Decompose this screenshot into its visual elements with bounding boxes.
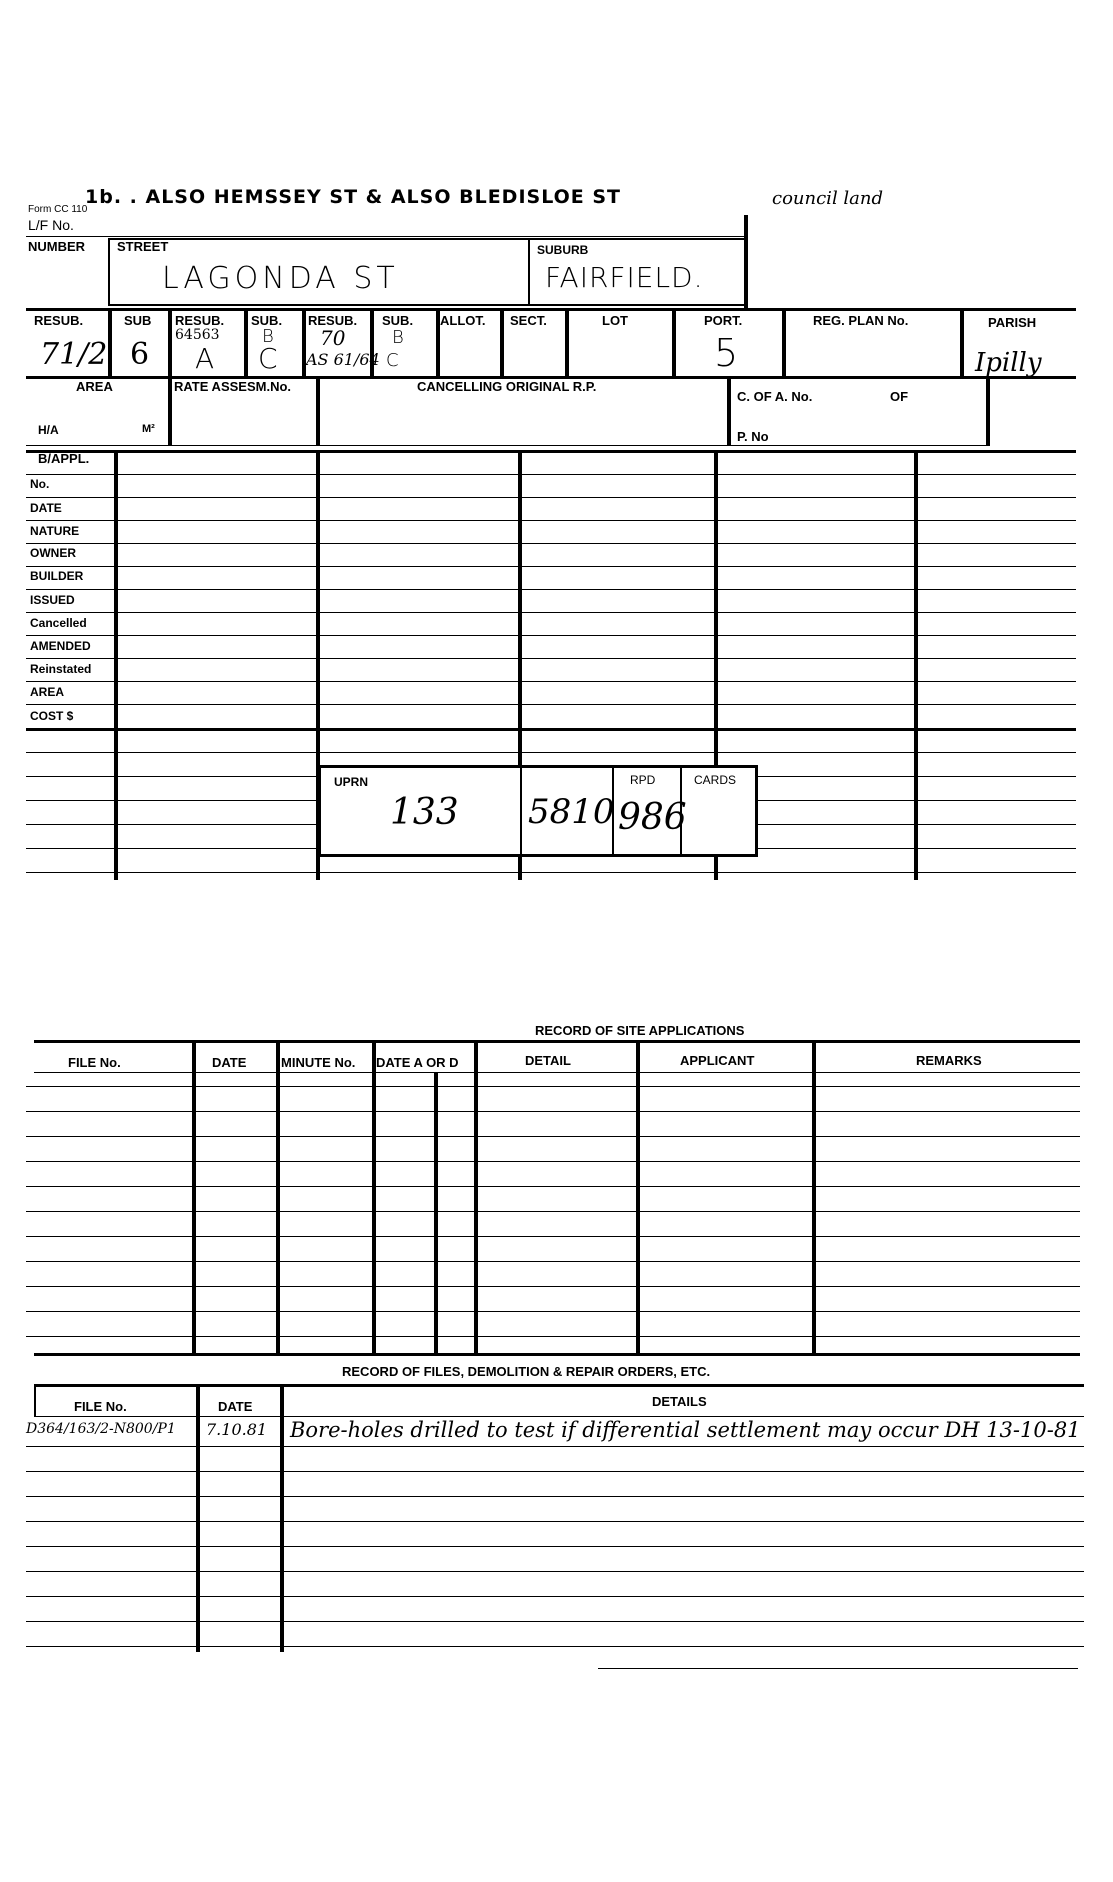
site-applications-title: RECORD OF SITE APPLICATIONS [535, 1023, 745, 1038]
sub-value: 6 [130, 337, 150, 372]
bappl-builder-label: BUILDER [30, 569, 84, 583]
site-row-rule [26, 1236, 1080, 1237]
site-col-div-6 [636, 1040, 640, 1353]
files-row-rule [26, 1521, 1084, 1522]
bappl-row-rule [26, 543, 1076, 544]
extra-row-rule [26, 872, 1076, 873]
suburb-label: SUBURB [537, 243, 589, 257]
site-row-rule [26, 1136, 1080, 1137]
c-of-a-label: C. OF A. No. [737, 389, 813, 404]
site-row-rule [26, 1161, 1080, 1162]
bappl-row-rule [26, 497, 1076, 498]
sub2-value: C [258, 342, 278, 375]
row2-div-7 [500, 308, 504, 376]
site-apps-top-rule [34, 1040, 1080, 1043]
bappl-row-rule [26, 658, 1076, 659]
files-row-rule [26, 1471, 1084, 1472]
bappl-col-div-1 [114, 450, 118, 880]
site-col-file-no: FILE No. [68, 1055, 121, 1070]
sub2-label: SUB. [251, 313, 283, 328]
row2-div-3 [244, 308, 248, 376]
site-col-div-3 [372, 1040, 376, 1353]
files-top-rule [34, 1384, 1084, 1387]
bappl-col-div-5 [914, 450, 918, 880]
uprn-value-b: 5810 [528, 792, 615, 832]
resub2-label: RESUB. [175, 313, 225, 328]
suburb-value: FAIRFIELD. [545, 261, 704, 294]
resub2-value: A [195, 342, 215, 375]
bappl-row-rule [26, 704, 1076, 705]
port-label: PORT. [704, 313, 743, 328]
resub2-note: 64563 [175, 327, 220, 343]
bappl-cancelled-label: Cancelled [30, 616, 87, 630]
parish-value: Ipilly [975, 348, 1042, 378]
p-no-label: P. No [737, 429, 769, 444]
files-row-rule [26, 1496, 1084, 1497]
files-col-date: DATE [218, 1399, 253, 1414]
site-apps-bottom-rule [34, 1353, 1080, 1356]
site-row-rule [26, 1086, 1080, 1087]
site-col-applicant: APPLICANT [680, 1053, 755, 1068]
row2-top-rule [26, 308, 1076, 311]
site-col-remarks: REMARKS [916, 1053, 982, 1068]
bappl-owner-label: OWNER [30, 546, 76, 560]
corner-handwritten-note: council land [772, 188, 884, 209]
row3-div-1 [168, 376, 172, 446]
form-number: Form CC 110 [28, 204, 88, 215]
top-rule [26, 236, 746, 237]
resub3-label: RESUB. [308, 313, 358, 328]
row3-div-3 [727, 376, 731, 446]
rpd-value: 986 [618, 797, 687, 838]
bappl-bottom-rule [26, 728, 1076, 731]
site-col-detail: DETAIL [525, 1053, 571, 1068]
files-col-left-border [34, 1384, 36, 1416]
site-row-rule [26, 1211, 1080, 1212]
bappl-amended-label: AMENDED [30, 639, 91, 653]
bappl-row-rule [26, 612, 1076, 613]
allot-label: ALLOT. [440, 313, 486, 328]
row2-div-11 [960, 308, 964, 376]
files-col-details: DETAILS [652, 1394, 707, 1409]
row3-div-2 [316, 376, 320, 446]
files-header-rule [34, 1416, 1084, 1417]
extra-row-rule [26, 752, 1076, 753]
bappl-row-rule [26, 589, 1076, 590]
sub3-label: SUB. [382, 313, 414, 328]
row2-div-1 [108, 308, 112, 376]
site-col-date-a-or-d: DATE A OR D [376, 1055, 459, 1070]
uprn-div-1 [520, 768, 522, 856]
site-col-date: DATE [212, 1055, 247, 1070]
lf-number-label: L/F No. [28, 217, 74, 233]
files-col-div-1 [196, 1384, 200, 1652]
site-col-div-7 [812, 1040, 816, 1353]
bappl-row-rule [26, 566, 1076, 567]
row2-div-8 [565, 308, 569, 376]
resub3-value: 70 [320, 326, 346, 350]
bappl-header-rule [26, 474, 1076, 475]
files-row-rule [26, 1596, 1084, 1597]
sub3-value: B [392, 327, 404, 348]
sub-label: SUB [124, 313, 152, 328]
port-value: 5 [714, 331, 739, 375]
of-label: OF [890, 389, 909, 404]
bappl-no-label: No. [30, 477, 50, 491]
site-row-rule [26, 1336, 1080, 1337]
files-row-details: Bore-holes drilled to test if differential settlement may occur DH 13-10-81 [290, 1418, 1081, 1442]
site-row-rule [26, 1186, 1080, 1187]
rate-assessment-label: RATE ASSESM.No. [174, 379, 292, 394]
number-label: NUMBER [28, 239, 86, 254]
files-row-rule [26, 1621, 1084, 1622]
sub3-note: C [386, 350, 399, 371]
files-row-rule [26, 1571, 1084, 1572]
files-row-date: 7.10.81 [206, 1420, 268, 1439]
resub-label: RESUB. [34, 313, 84, 328]
bappl-label: B/APPL. [38, 451, 90, 466]
bappl-area-label: AREA [30, 685, 65, 699]
page-bottom-rule [598, 1668, 1078, 1669]
files-row-rule [26, 1646, 1084, 1647]
lot-label: LOT [602, 313, 628, 328]
site-col-div-2 [276, 1040, 280, 1353]
uprn-value-a: 133 [390, 792, 459, 833]
bappl-issued-label: ISSUED [30, 593, 75, 607]
bappl-reinstated-label: Reinstated [30, 662, 92, 676]
sect-label: SECT. [510, 313, 547, 328]
area-label: AREA [76, 379, 113, 394]
site-col-div-1 [192, 1040, 196, 1353]
rpd-label: RPD [630, 773, 656, 787]
bappl-nature-label: NATURE [30, 524, 80, 538]
bappl-top-rule [26, 450, 1076, 453]
files-title: RECORD OF FILES, DEMOLITION & REPAIR ORDERS, ETC. [342, 1364, 711, 1379]
street-label: STREET [117, 239, 169, 254]
cancelling-original-rp-label: CANCELLING ORIGINAL R.P. [417, 379, 597, 394]
parish-label: PARISH [988, 315, 1037, 330]
bappl-cost-label: COST $ [30, 709, 74, 723]
sub2-note: B [262, 326, 274, 347]
files-row-rule [26, 1546, 1084, 1547]
site-col-minute-no: MINUTE No. [281, 1055, 356, 1070]
bappl-date-label: DATE [30, 501, 62, 515]
top-handwritten-note: 1b. . ALSO HEMSSEY ST & ALSO BLEDISLOE ST [85, 186, 622, 208]
reg-plan-label: REG. PLAN No. [813, 313, 909, 328]
bappl-row-rule [26, 681, 1076, 682]
resub3-note: AS 61/64 [306, 350, 380, 369]
site-row-rule [26, 1261, 1080, 1262]
bappl-row-rule [26, 635, 1076, 636]
site-col-div-4 [434, 1072, 438, 1353]
row2-div-2 [168, 308, 172, 376]
site-row-rule [26, 1286, 1080, 1287]
cards-label: CARDS [694, 773, 737, 787]
site-apps-header-rule [34, 1072, 1080, 1073]
site-row-rule [26, 1311, 1080, 1312]
row3-div-4 [986, 376, 990, 446]
bappl-row-rule [26, 520, 1076, 521]
ha-label: H/A [38, 423, 59, 437]
files-col-file-no: FILE No. [74, 1399, 127, 1414]
resub-value: 71/2 [40, 337, 108, 372]
files-row-rule [26, 1446, 1084, 1447]
site-row-rule [26, 1111, 1080, 1112]
site-col-div-5 [474, 1040, 478, 1353]
uprn-label: UPRN [334, 775, 369, 789]
m2-label: M² [142, 423, 155, 435]
files-col-div-2 [280, 1384, 284, 1652]
street-value: LAGONDA ST [162, 261, 399, 296]
files-row-file-no: D364/163/2-N800/P1 [26, 1421, 176, 1437]
row2-div-10 [782, 308, 786, 376]
row2-div-9 [672, 308, 676, 376]
